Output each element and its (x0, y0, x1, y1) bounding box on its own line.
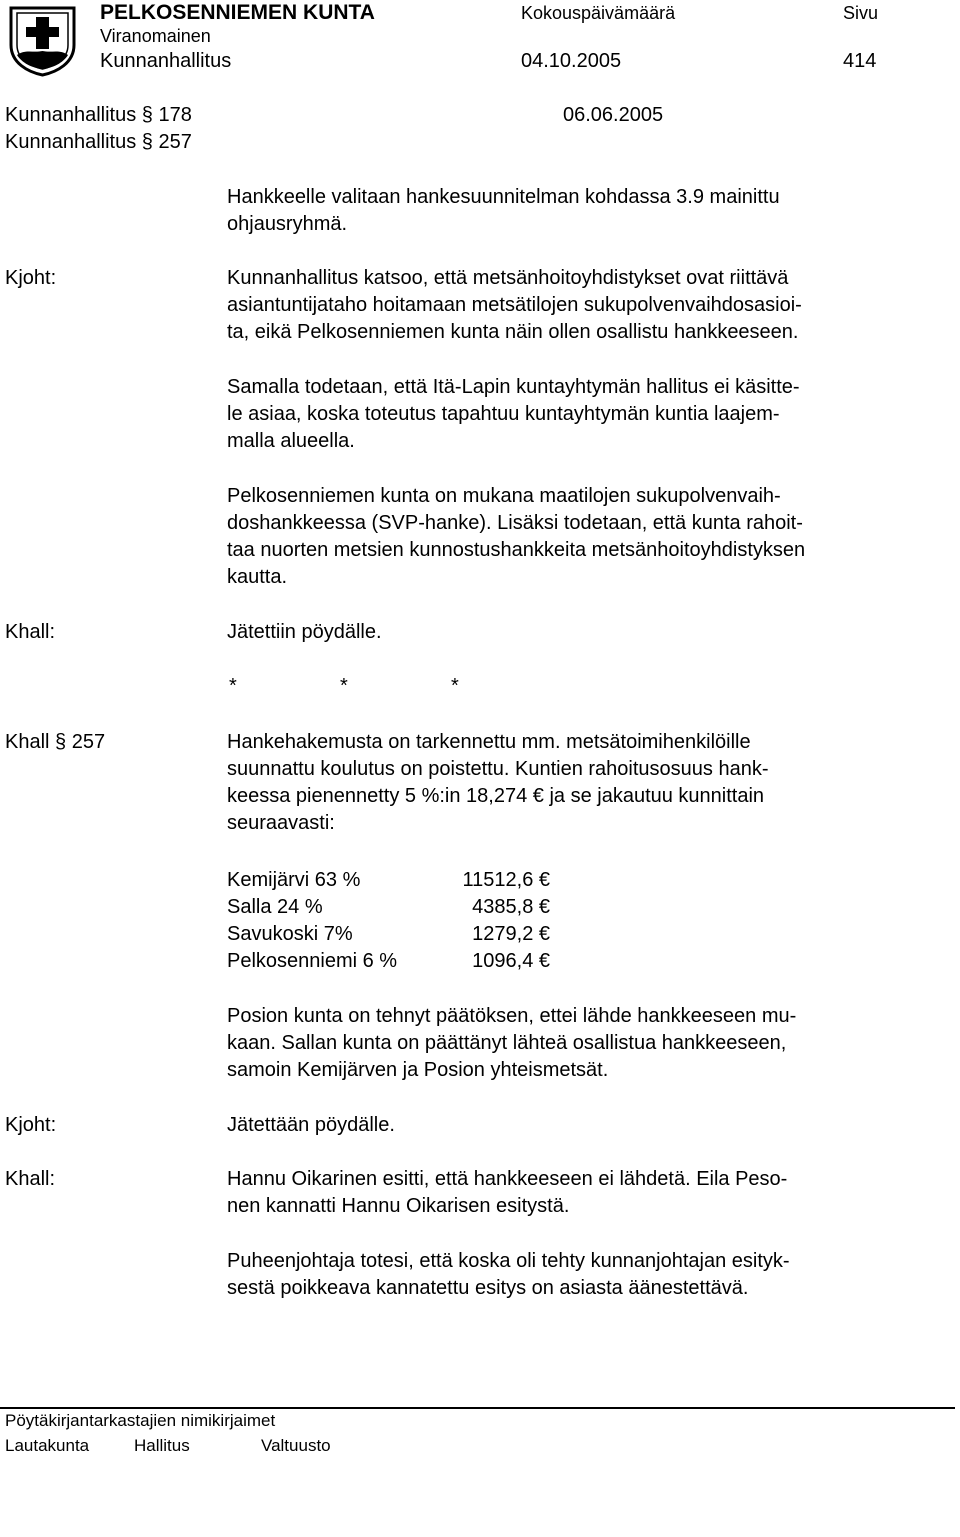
municipality-crest-logo (5, 5, 80, 77)
text-line: Posion kunta on tehnyt päätöksen, ettei lähde hankkeeseen mu- (227, 1005, 797, 1027)
share-amount: 4385,8 € (472, 896, 550, 918)
text-line: seuraavasti: (227, 812, 335, 834)
text-line: Kunnanhallitus katsoo, että metsänhoitoyhdistykset ovat riittävä (227, 267, 789, 289)
khall-label-2: Khall: (5, 1168, 56, 1190)
text-line: sestä poikkeava kannatettu esitys on asiasta äänestettävä. (227, 1277, 749, 1299)
municipality-share: Savukoski 7% (227, 923, 353, 945)
history-ref-178-date: 06.06.2005 (563, 104, 664, 126)
share-amount: 11512,6 € (462, 869, 550, 891)
governing-body: Kunnanhallitus (100, 50, 232, 72)
text-line: le asiaa, koska toteutus tapahtuu kuntayhtymän kuntia laajem- (227, 403, 780, 425)
separator-asterisk: * (340, 675, 348, 697)
khall-decision (227, 619, 927, 646)
share-amount: 1279,2 € (472, 923, 550, 945)
kjoht-paragraph-2 (227, 374, 927, 455)
khall-257-paragraph-1 (227, 729, 927, 837)
text-line: asiantuntijataho hoitamaan metsätilojen sukupolvenvaihdosasioi- (227, 294, 802, 316)
text-line: Jätettiin pöydälle. (227, 621, 382, 643)
khall-257-label: Khall § 257 (5, 731, 106, 753)
khall-2-paragraph-2 (227, 1248, 927, 1302)
meeting-date-label: Kokouspäivämäärä (521, 3, 676, 23)
share-amount: 1096,4 € (472, 950, 550, 972)
footer-item-council: Valtuusto (261, 1436, 331, 1455)
text-line: samoin Kemijärven ja Posion yhteismetsät. (227, 1059, 609, 1081)
khall-257-paragraph-2 (227, 1003, 927, 1084)
department-name: Viranomainen (100, 26, 211, 46)
text-line: Jätettään pöydälle. (227, 1114, 395, 1136)
text-line: Hankkeelle valitaan hankesuunnitelman kohdassa 3.9 mainittu (227, 186, 780, 208)
page-label: Sivu (843, 3, 879, 23)
text-line: kautta. (227, 566, 288, 588)
kjoht-label: Kjoht: (5, 267, 57, 289)
text-line: Puheenjohtaja totesi, että koska oli tehty kunnanjohtajan esityk- (227, 1250, 790, 1272)
municipality-share: Kemijärvi 63 % (227, 869, 361, 891)
kjoht-label-2: Kjoht: (5, 1114, 57, 1136)
separator-asterisk: * (229, 675, 237, 697)
history-ref-178: Kunnanhallitus § 178 (5, 104, 192, 126)
kjoht-paragraph-3 (227, 483, 927, 591)
footer-item-board: Lautakunta (5, 1436, 90, 1455)
khall-label: Khall: (5, 621, 56, 643)
text-line: nen kannatti Hannu Oikarisen esitystä. (227, 1195, 570, 1217)
text-line: Hannu Oikarinen esitti, että hankkeeseen ei lähdetä. Eila Peso- (227, 1168, 788, 1190)
municipality-share: Salla 24 % (227, 896, 323, 918)
text-line: keessa pienennetty 5 %:in 18,274 € ja se jakautuu kunnittain (227, 785, 765, 807)
text-line: ta, eikä Pelkosenniemen kunta näin ollen osallistu hankkeeseen. (227, 321, 799, 343)
footer-item-government: Hallitus (134, 1436, 190, 1455)
page-number: 414 (843, 50, 877, 72)
text-line: Hankehakemusta on tarkennettu mm. metsätoimihenkilöille (227, 731, 751, 753)
separator-asterisk: * (451, 675, 459, 697)
municipality-share: Pelkosenniemi 6 % (227, 950, 398, 972)
history-ref-257: Kunnanhallitus § 257 (5, 131, 192, 153)
intro-paragraph (227, 184, 927, 238)
text-line: malla alueella. (227, 430, 355, 452)
kjoht-proposal-2 (227, 1112, 927, 1139)
text-line: doshankkeessa (SVP-hanke). Lisäksi todetaan, että kunta rahoit- (227, 512, 803, 534)
meeting-date: 04.10.2005 (521, 50, 622, 72)
kjoht-paragraph-1 (227, 265, 927, 346)
text-line: kaan. Sallan kunta on päättänyt lähteä osallistua hankkeeseen, (227, 1032, 787, 1054)
organization-name: PELKOSENNIEMEN KUNTA (100, 1, 375, 24)
text-line: suunnattu koulutus on poistettu. Kuntien rahoitusosuus hank- (227, 758, 769, 780)
footer-title: Pöytäkirjantarkastajien nimikirjaimet (5, 1411, 276, 1430)
text-line: taa nuorten metsien kunnostushankkeita metsänhoitoyhdistyksen (227, 539, 806, 561)
footer-divider (0, 1407, 955, 1409)
text-line: ohjausryhmä. (227, 213, 348, 235)
khall-2-paragraph-1 (227, 1166, 927, 1220)
text-line: Samalla todetaan, että Itä-Lapin kuntayhtymän hallitus ei käsitte- (227, 376, 800, 398)
text-line: Pelkosenniemen kunta on mukana maatilojen sukupolvenvaih- (227, 485, 781, 507)
